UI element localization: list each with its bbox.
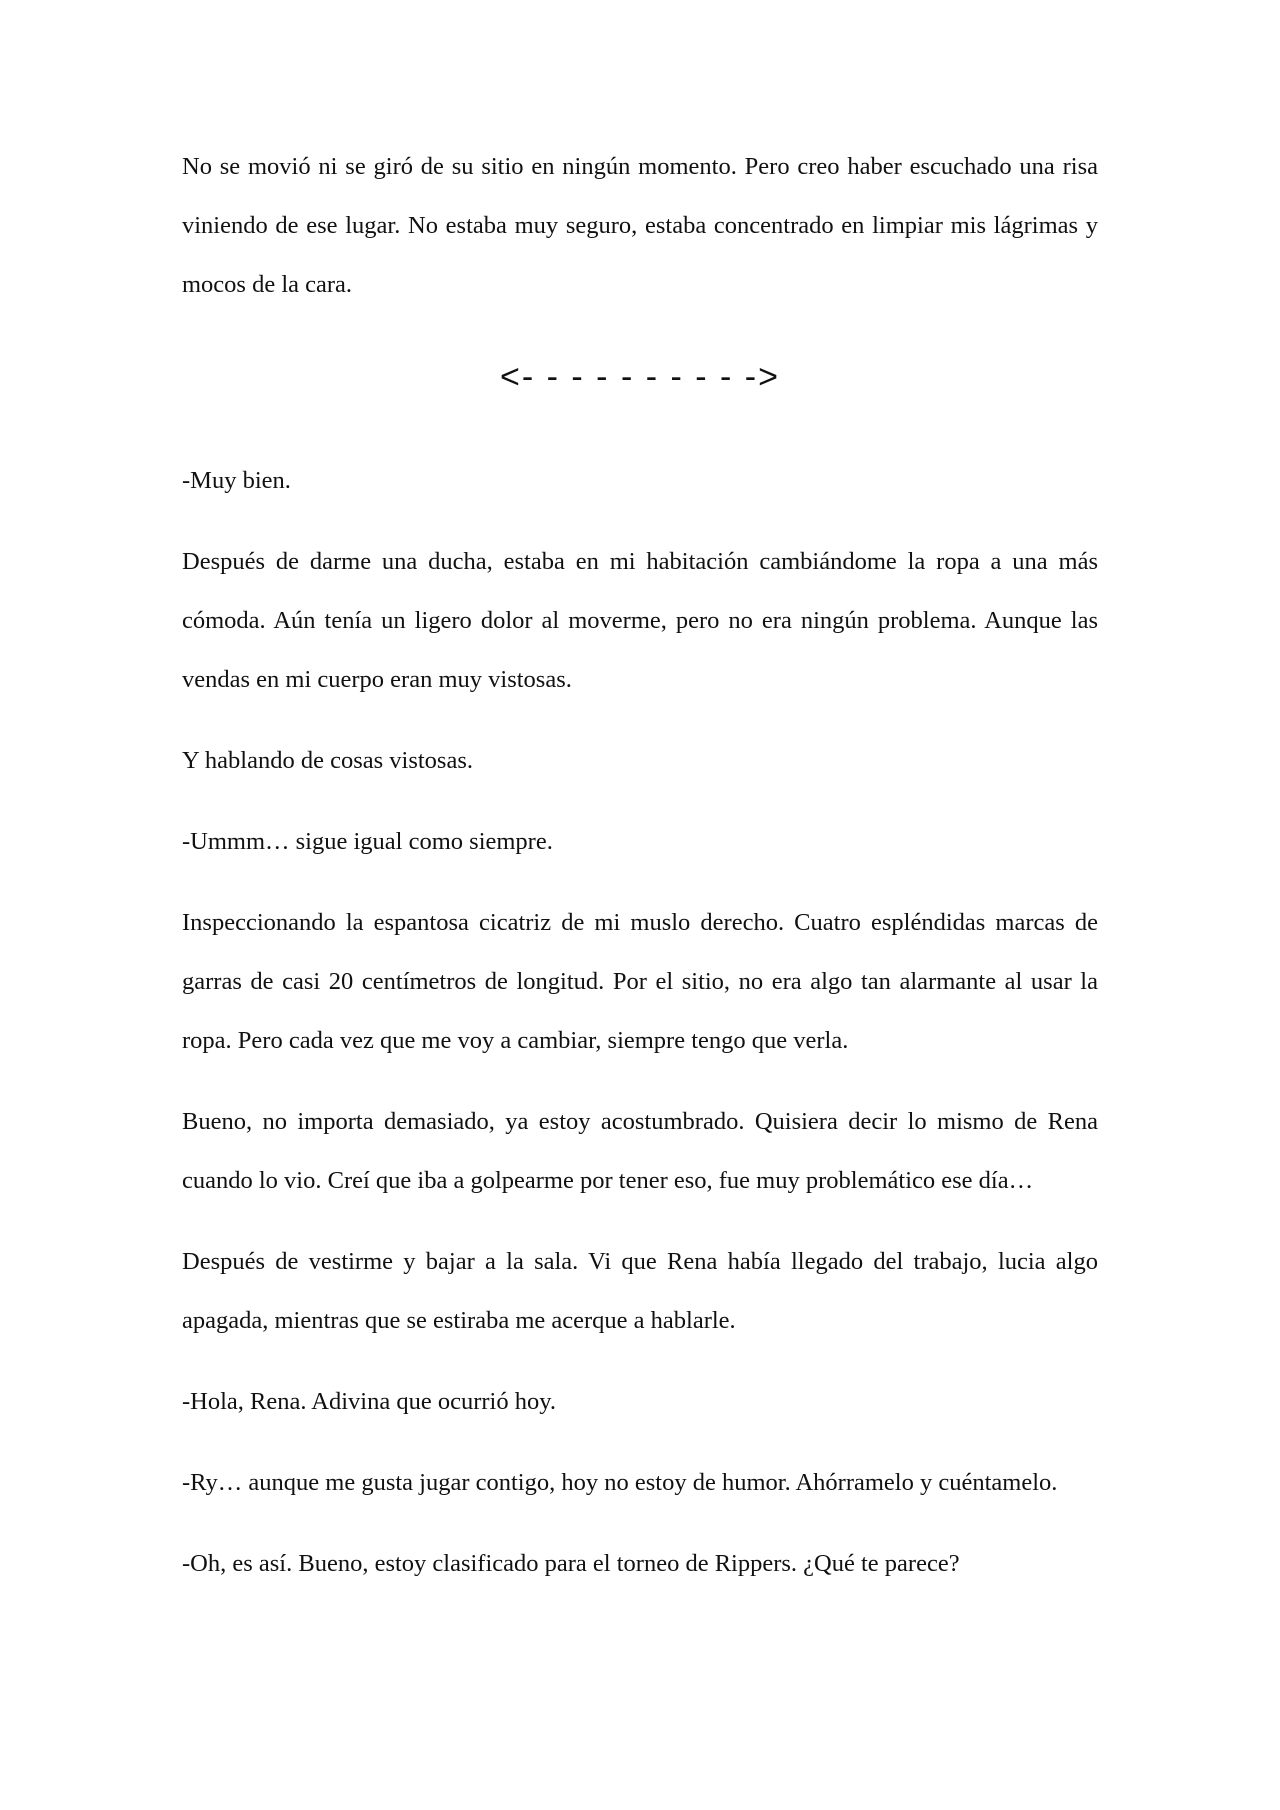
scene-separator: <- - - - - - - - - -> [500, 358, 780, 396]
paragraph-9: -Ry… aunque me gusta jugar contigo, hoy no estoy de humor. Ahórramelo y cuéntamelo. [182, 1469, 1058, 1496]
paragraph-5: Inspeccionando la espantosa cicatriz de mi muslo derecho. Cuatro espléndidas marcas de garras de casi 20 centímetros de longitud. Por el sitio, no era algo tan alarmante al usar la ropa. Pero cada vez que me voy a cambiar, siempre tengo que verla. [182, 909, 1098, 1054]
paragraph-2: Después de darme una ducha, estaba en mi habitación cambiándome la ropa a una más cómoda. Aún tenía un ligero dolor al moverme, pero no era ningún problema. Aunque las vendas en mi cuerpo eran muy vistosas. [182, 548, 1098, 693]
paragraph-1: -Muy bien. [182, 467, 291, 494]
paragraph-intro: No se movió ni se giró de su sitio en ningún momento. Pero creo haber escuchado una risa viniendo de ese lugar. No estaba muy seguro, estaba concentrado en limpiar mis lágrimas y mocos de la cara. [182, 153, 1098, 298]
body-section [182, 451, 1098, 1593]
paragraph-4: -Ummm… sigue igual como siempre. [182, 828, 553, 855]
paragraph-8: -Hola, Rena. Adivina que ocurrió hoy. [182, 1388, 556, 1415]
paragraph-3: Y hablando de cosas vistosas. [182, 747, 473, 774]
paragraph-7: Después de vestirme y bajar a la sala. Vi que Rena había llegado del trabajo, lucia algo apagada, mientras que se estiraba me acerque a hablarle. [182, 1248, 1098, 1334]
paragraph-6: Bueno, no importa demasiado, ya estoy acostumbrado. Quisiera decir lo mismo de Rena cuando lo vio. Creí que iba a golpearme por tener eso, fue muy problemático ese día… [182, 1108, 1098, 1194]
paragraph-10: -Oh, es así. Bueno, estoy clasificado para el torneo de Rippers. ¿Qué te parece? [182, 1550, 960, 1577]
intro-section [182, 137, 1098, 314]
